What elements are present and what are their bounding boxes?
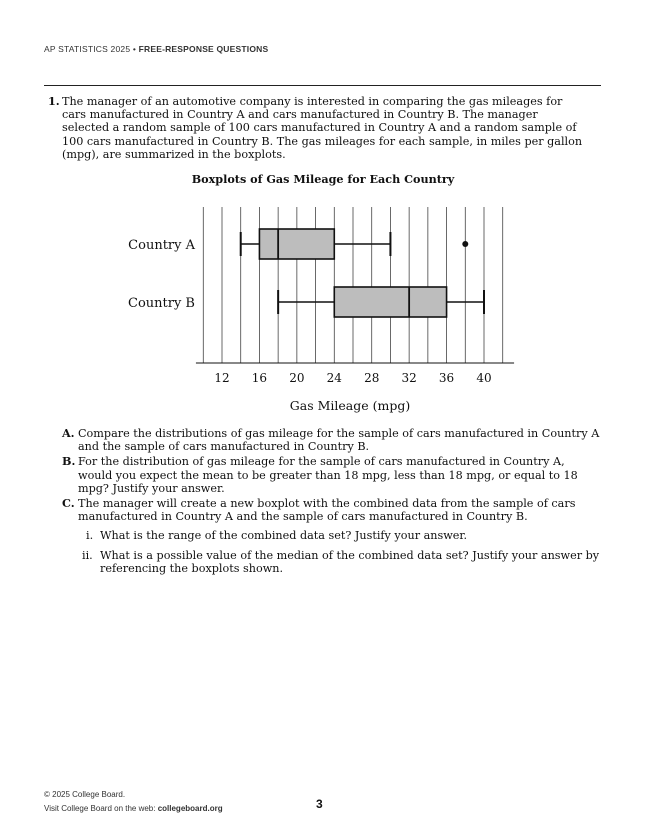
boxplot-country-a	[241, 229, 469, 259]
subpart-i-text: What is the range of the combined data set? Justify your answer.	[100, 529, 468, 543]
header-separator: •	[132, 44, 137, 54]
category-label: Country A	[128, 238, 195, 253]
x-tick-label: 28	[364, 371, 380, 385]
question-parts	[62, 427, 602, 575]
part-b-text: For the distribution of gas mileage for the sample of cars manufactured in Country A, would you expect the mean to be greater than 18 mpg, less than 18 mpg, or equal to 18 mpg? Justify your answer.	[78, 455, 578, 495]
question-stem: The manager of an automotive company is interested in comparing the gas mileages for cars manufactured in Country A and cars manufactured in Country B. The manager selected a random sample of 100 cars manufactured in Country A and a random sample of 100 cars manufactured in Country B. The gas mileages for each sample, in miles per gallon (mpg), are summarized in the boxplots.	[62, 95, 583, 161]
x-axis-title: Gas Mileage (mpg)	[289, 398, 411, 413]
footer-visit-text: Visit College Board on the web:	[44, 804, 158, 813]
footer-copyright: © 2025 College Board.	[44, 790, 126, 799]
x-tick-label: 12	[214, 371, 230, 385]
part-c-text: The manager will create a new boxplot with the combined data from the sample of cars manufactured in Country A and the sample of cars manufactured in Country B.	[78, 497, 576, 524]
part-a	[62, 427, 602, 453]
boxplot-chart	[0, 195, 646, 395]
iqr-box	[259, 229, 334, 259]
part-b-label: B.	[62, 454, 76, 469]
subpart-ii-text: What is a possible value of the median of the combined data set? Justify your answer by referencing the boxplots shown.	[100, 548, 600, 575]
boxplot-country-b	[278, 287, 484, 317]
part-c-i	[62, 529, 602, 542]
x-tick-label: 40	[476, 371, 492, 385]
subpart-ii-label: ii.	[82, 548, 93, 562]
part-c-ii	[62, 549, 602, 575]
part-b	[62, 455, 602, 495]
x-tick-label: 20	[289, 371, 305, 385]
part-c	[62, 497, 602, 523]
subpart-i-label: i.	[86, 529, 94, 543]
header-section-title: FREE-RESPONSE QUESTIONS	[138, 44, 269, 54]
x-axis-ticks	[214, 371, 491, 385]
iqr-box	[334, 287, 446, 317]
header-rule	[44, 85, 601, 86]
footer-site-link[interactable]: collegeboard.org	[157, 804, 223, 813]
question-1	[48, 95, 588, 161]
page-number: 3	[316, 797, 323, 811]
boxplots	[241, 229, 484, 317]
category-labels	[128, 238, 196, 311]
page-footer	[44, 788, 223, 816]
grid-lines	[203, 207, 502, 363]
x-tick-label: 36	[438, 371, 455, 385]
x-tick-label: 32	[401, 371, 417, 385]
page-header	[44, 44, 268, 54]
x-tick-label: 16	[251, 371, 268, 385]
footer-visit	[44, 802, 223, 816]
header-exam-title: AP STATISTICS 2025	[44, 44, 131, 54]
part-a-text: Compare the distributions of gas mileage for the sample of cars manufactured in Country A and the sample of cars manufactured in Country B.	[78, 427, 600, 454]
question-number: 1.	[48, 94, 60, 108]
part-c-label: C.	[62, 496, 75, 511]
chart-title: Boxplots of Gas Mileage for Each Country	[191, 172, 455, 186]
x-tick-label: 24	[326, 371, 342, 385]
category-label: Country B	[128, 296, 195, 311]
outlier-point	[462, 241, 468, 247]
part-a-label: A.	[62, 426, 75, 440]
